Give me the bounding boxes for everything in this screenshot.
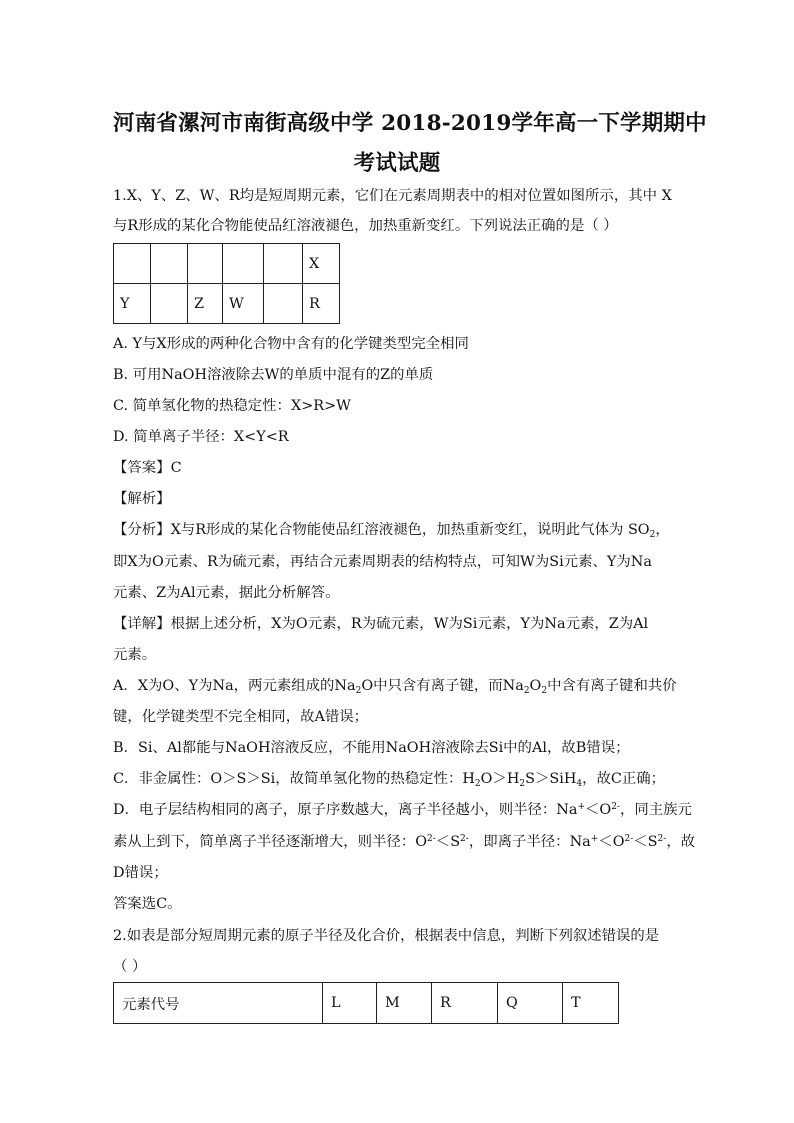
table-header-cell: 元素代号 [114,983,323,1024]
q1-analysis-line3: 元素、Z为Al元素，据此分析解答。 [113,585,340,601]
q1-final-answer: 答案选C。 [113,896,182,912]
q1-option-b: B. 可用NaOH溶液除去W的单质中混有的Z的单质 [113,367,434,383]
table-cell [114,244,151,284]
q1-detail-line1: 【详解】根据上述分析，X为O元素，R为硫元素，W为Si元素，Y为Na元素，Z为Al [113,616,649,632]
table-cell [264,284,303,324]
q1-detail-d-line2: 素从上到下，简单离子半径逐渐增大，则半径：$O^{2-}<S^{2-}$，即离子半径：$Na^+<O^{2-}<S^{2-}$，故 [113,834,696,850]
table-cell: R [303,284,340,324]
q1-detail-a-line1: A．X为O、Y为Na，两元素组成的$Na_2O$中只含有离子键，而$Na_2O_2$中含有离子键和共价 [113,678,677,696]
document-title-line1: 河南省漯河市南街高级中学 2018-2019学年高一下学期期中 [113,111,707,136]
q1-detail-c: C．非金属性：O＞S＞Si，故简单氢化物的热稳定性：$H_2O>H_2S>SiH_4$，故C正确； [113,771,666,789]
table-cell: X [303,244,340,284]
table-cell [188,244,223,284]
periodic-table-excerpt [113,243,340,324]
table-header-cell: L [323,983,377,1024]
q1-analysis-line2: 即X为O元素、R为硫元素，再结合元素周期表的结构特点，可知W为Si元素、Y为Na [113,554,652,570]
table-header-cell: M [377,983,432,1024]
q1-detail-d-line1: D．电子层结构相同的离子，原子序数越大，离子半径越小，则半径：$Na^+<O^{2-}$，同主族元 [113,802,692,818]
table-cell [223,244,264,284]
q1-detail-b: B．Si、Al都能与NaOH溶液反应，不能用NaOH溶液除去Si中的Al，故B错误； [113,740,630,756]
table-cell: Y [114,284,151,324]
table-cell [151,284,188,324]
table-row [114,244,340,284]
q2-stem-line1: 2.如表是部分短周期元素的原子半径及化合价，根据表中信息，判断下列叙述错误的是 [113,928,660,944]
document-title-line2: 考试试题 [353,151,441,176]
q2-stem-line2: （ ） [113,959,147,975]
table-cell: W [223,284,264,324]
q1-stem-line2: 与R形成的某化合物能使品红溶液褪色，加热重新变红。下列说法正确的是（ ） [113,218,618,234]
q1-option-c: C. 简单氢化物的热稳定性：X>R>W [113,398,351,414]
q1-detail-line2: 元素。 [113,647,157,663]
q1-answer: 【答案】C [113,460,182,476]
q1-analysis-line1: 【分析】X与R形成的某化合物能使品红溶液褪色，加热重新变红，说明此气体为 $SO_2$， [113,522,670,540]
element-data-table [113,982,619,1024]
table-header-cell: Q [498,983,563,1024]
table-header-cell: R [432,983,498,1024]
table-cell: Z [188,284,223,324]
table-row [114,983,619,1024]
q1-option-a: A. Y与X形成的两种化合物中含有的化学键类型完全相同 [113,336,469,352]
q1-analysis-label: 【解析】 [113,491,171,507]
table-cell [264,244,303,284]
q1-detail-d-line3: D错误； [113,865,168,881]
table-row [114,284,340,324]
q1-stem-line1: 1.X、Y、Z、W、R均是短周期元素，它们在元素周期表中的相对位置如图所示，其中 X [113,188,672,204]
q1-option-d: D. 简单离子半径：X<Y<R [113,429,289,445]
table-cell [151,244,188,284]
q1-detail-a-line2: 键，化学键类型不完全相同，故A错误； [113,709,369,725]
table-header-cell: T [563,983,619,1024]
